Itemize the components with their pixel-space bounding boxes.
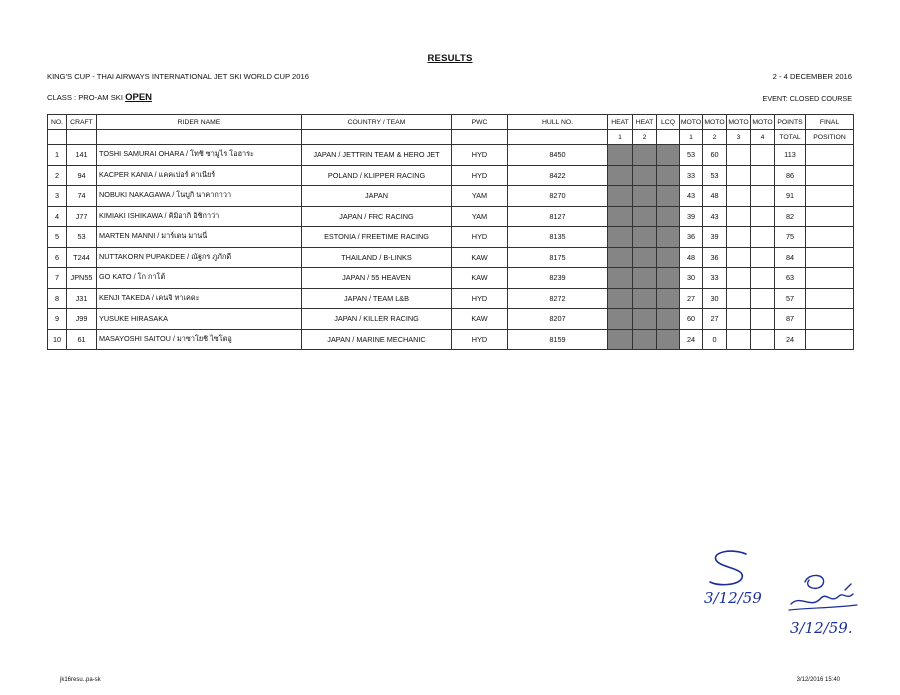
column-header: COUNTRY / TEAM (302, 115, 452, 130)
moto-4-score (751, 247, 775, 268)
event-dates: 2 - 4 DECEMBER 2016 (772, 72, 852, 81)
pwc-brand: YAM (452, 186, 508, 207)
row-number: 10 (48, 329, 67, 350)
row-number: 6 (48, 247, 67, 268)
final-position (806, 329, 854, 350)
row-number: 4 (48, 206, 67, 227)
pwc-brand: YAM (452, 206, 508, 227)
moto-1-score: 53 (680, 145, 703, 166)
column-header-sub: 1 (608, 130, 633, 145)
column-header: MOTO (727, 115, 751, 130)
moto-3-score (727, 247, 751, 268)
column-header: HULL NO. (508, 115, 608, 130)
column-header-sub (452, 130, 508, 145)
hull-number: 8175 (508, 247, 608, 268)
rider-name: YUSUKE HIRASAKA (97, 309, 302, 330)
heat-2-cell (633, 165, 657, 186)
column-header-sub: POSITION (806, 130, 854, 145)
column-header-sub (67, 130, 97, 145)
column-header-sub: 4 (751, 130, 775, 145)
craft-number: J99 (67, 309, 97, 330)
heat-2-cell (633, 309, 657, 330)
points-total: 86 (775, 165, 806, 186)
heat-1-cell (608, 309, 633, 330)
results-body (48, 115, 854, 350)
moto-1-score: 30 (680, 268, 703, 289)
moto-4-score (751, 165, 775, 186)
final-position (806, 268, 854, 289)
event-type: EVENT: CLOSED COURSE (762, 94, 852, 103)
event-title: KING'S CUP - THAI AIRWAYS INTERNATIONAL JET SKI WORLD CUP 2016 (47, 72, 309, 81)
rider-name: GO KATO / โก กาโต้ (97, 268, 302, 289)
moto-4-score (751, 227, 775, 248)
moto-1-score: 36 (680, 227, 703, 248)
heat-2-cell (633, 186, 657, 207)
points-total: 91 (775, 186, 806, 207)
results-table (47, 114, 854, 350)
column-header: RIDER NAME (97, 115, 302, 130)
column-header-sub: 2 (703, 130, 727, 145)
lcq-cell (657, 227, 680, 248)
points-total: 57 (775, 288, 806, 309)
heat-1-cell (608, 227, 633, 248)
heat-2-cell (633, 288, 657, 309)
moto-3-score (727, 309, 751, 330)
rider-name: NOBUKI NAKAGAWA / โนบูกิ นาคากาวา (97, 186, 302, 207)
rider-name: KACPER KANIA / แคคเปอร์ คาเนียร์ (97, 165, 302, 186)
points-total: 24 (775, 329, 806, 350)
moto-3-score (727, 329, 751, 350)
country-team: JAPAN / TEAM L&B (302, 288, 452, 309)
moto-3-score (727, 227, 751, 248)
moto-3-score (727, 186, 751, 207)
pwc-brand: KAW (452, 268, 508, 289)
points-total: 84 (775, 247, 806, 268)
lcq-cell (657, 268, 680, 289)
craft-number: J31 (67, 288, 97, 309)
moto-1-score: 48 (680, 247, 703, 268)
moto-4-score (751, 145, 775, 166)
moto-1-score: 39 (680, 206, 703, 227)
column-header: MOTO (703, 115, 727, 130)
hull-number: 8239 (508, 268, 608, 289)
rider-name: KENJI TAKEDA / เคนจิ ทาเคดะ (97, 288, 302, 309)
class-line (47, 92, 152, 103)
row-number: 2 (48, 165, 67, 186)
column-header-sub: 2 (633, 130, 657, 145)
craft-number: 94 (67, 165, 97, 186)
pwc-brand: KAW (452, 309, 508, 330)
pwc-brand: HYD (452, 227, 508, 248)
column-header-sub (302, 130, 452, 145)
moto-3-score (727, 206, 751, 227)
country-team: THAILAND / B-LINKS (302, 247, 452, 268)
hull-number: 8422 (508, 165, 608, 186)
signature-mark-left (702, 548, 766, 618)
final-position (806, 288, 854, 309)
craft-number: 141 (67, 145, 97, 166)
final-position (806, 247, 854, 268)
moto-3-score (727, 288, 751, 309)
table-row (48, 145, 854, 166)
country-team: ESTONIA / FREETIME RACING (302, 227, 452, 248)
class-prefix: CLASS : PRO-AM SKI (47, 93, 123, 102)
heat-1-cell (608, 268, 633, 289)
header-row-top (48, 115, 854, 130)
moto-2-score: 0 (703, 329, 727, 350)
heat-1-cell (608, 329, 633, 350)
moto-1-score: 43 (680, 186, 703, 207)
heat-1-cell (608, 145, 633, 166)
rider-name: TOSHI SAMURAI OHARA / โทชิ ซามูไร โอฮาระ (97, 145, 302, 166)
column-header-sub (97, 130, 302, 145)
rider-name: MARTEN MANNI / มาร์เตน มานนี่ (97, 227, 302, 248)
column-header: POINTS (775, 115, 806, 130)
column-header: LCQ (657, 115, 680, 130)
final-position (806, 186, 854, 207)
rider-name: MASAYOSHI SAITOU / มาซาโยชิ ไซโตอู (97, 329, 302, 350)
points-total: 113 (775, 145, 806, 166)
table-row (48, 227, 854, 248)
moto-1-score: 33 (680, 165, 703, 186)
moto-2-score: 27 (703, 309, 727, 330)
heat-1-cell (608, 247, 633, 268)
footer-file-name: jk16resu..pa-sk (60, 677, 101, 683)
moto-2-score: 43 (703, 206, 727, 227)
row-number: 3 (48, 186, 67, 207)
moto-4-score (751, 206, 775, 227)
heat-2-cell (633, 329, 657, 350)
lcq-cell (657, 329, 680, 350)
moto-3-score (727, 268, 751, 289)
points-total: 75 (775, 227, 806, 248)
column-header: PWC (452, 115, 508, 130)
table-row (48, 165, 854, 186)
column-header: FINAL (806, 115, 854, 130)
moto-1-score: 60 (680, 309, 703, 330)
rider-name: KIMIAKI ISHIKAWA / คิมิอากิ อิชิกาว่า (97, 206, 302, 227)
row-number: 8 (48, 288, 67, 309)
final-position (806, 145, 854, 166)
moto-2-score: 53 (703, 165, 727, 186)
hull-number: 8450 (508, 145, 608, 166)
country-team: JAPAN / KILLER RACING (302, 309, 452, 330)
heat-2-cell (633, 227, 657, 248)
craft-number: 61 (67, 329, 97, 350)
final-position (806, 206, 854, 227)
moto-1-score: 27 (680, 288, 703, 309)
final-position (806, 227, 854, 248)
points-total: 63 (775, 268, 806, 289)
class-name: OPEN (125, 92, 153, 103)
hull-number: 8159 (508, 329, 608, 350)
lcq-cell (657, 186, 680, 207)
heat-1-cell (608, 165, 633, 186)
footer-timestamp: 3/12/2016 15:40 (796, 677, 840, 683)
heat-2-cell (633, 268, 657, 289)
country-team: POLAND / KLIPPER RACING (302, 165, 452, 186)
signature-date-right: 3/12/59. (790, 619, 853, 637)
country-team: JAPAN / MARINE MECHANIC (302, 329, 452, 350)
hull-number: 8270 (508, 186, 608, 207)
pwc-brand: HYD (452, 145, 508, 166)
heat-1-cell (608, 186, 633, 207)
row-number: 5 (48, 227, 67, 248)
lcq-cell (657, 165, 680, 186)
lcq-cell (657, 288, 680, 309)
table-row (48, 206, 854, 227)
craft-number: T244 (67, 247, 97, 268)
header-row-bottom (48, 130, 854, 145)
heat-2-cell (633, 145, 657, 166)
column-header-sub: TOTAL (775, 130, 806, 145)
moto-2-score: 30 (703, 288, 727, 309)
hull-number: 8127 (508, 206, 608, 227)
lcq-cell (657, 247, 680, 268)
lcq-cell (657, 206, 680, 227)
country-team: JAPAN / FRC RACING (302, 206, 452, 227)
pwc-brand: HYD (452, 165, 508, 186)
table-row (48, 268, 854, 289)
craft-number: 74 (67, 186, 97, 207)
row-number: 9 (48, 309, 67, 330)
results-title: RESULTS (427, 53, 473, 64)
final-position (806, 309, 854, 330)
moto-4-score (751, 186, 775, 207)
table-row (48, 247, 854, 268)
row-number: 1 (48, 145, 67, 166)
column-header-sub: 3 (727, 130, 751, 145)
hull-number: 8207 (508, 309, 608, 330)
lcq-cell (657, 145, 680, 166)
pwc-brand: KAW (452, 247, 508, 268)
craft-number: JPN55 (67, 268, 97, 289)
craft-number: J77 (67, 206, 97, 227)
table-row (48, 186, 854, 207)
country-team: JAPAN / 55 HEAVEN (302, 268, 452, 289)
moto-2-score: 33 (703, 268, 727, 289)
country-team: JAPAN / JETTRIN TEAM & HERO JET (302, 145, 452, 166)
country-team: JAPAN (302, 186, 452, 207)
moto-4-score (751, 268, 775, 289)
moto-1-score: 24 (680, 329, 703, 350)
lcq-cell (657, 309, 680, 330)
column-header: CRAFT (67, 115, 97, 130)
moto-4-score (751, 288, 775, 309)
moto-3-score (727, 165, 751, 186)
table-row (48, 309, 854, 330)
signature-date-left: 3/12/59 (704, 589, 762, 607)
moto-2-score: 39 (703, 227, 727, 248)
column-header: MOTO (751, 115, 775, 130)
heat-1-cell (608, 288, 633, 309)
heat-1-cell (608, 206, 633, 227)
row-number: 7 (48, 268, 67, 289)
signature-mark-right (787, 570, 867, 616)
craft-number: 53 (67, 227, 97, 248)
hull-number: 8272 (508, 288, 608, 309)
column-header-sub (657, 130, 680, 145)
pwc-brand: HYD (452, 329, 508, 350)
rider-name: NUTTAKORN PUPAKDEE / ณัฐกร ภูภักดี (97, 247, 302, 268)
hull-number: 8135 (508, 227, 608, 248)
column-header-sub (48, 130, 67, 145)
heat-2-cell (633, 247, 657, 268)
heat-2-cell (633, 206, 657, 227)
table-row (48, 288, 854, 309)
moto-3-score (727, 145, 751, 166)
column-header-sub (508, 130, 608, 145)
column-header-sub: 1 (680, 130, 703, 145)
moto-4-score (751, 309, 775, 330)
column-header: NO. (48, 115, 67, 130)
moto-2-score: 36 (703, 247, 727, 268)
column-header: MOTO (680, 115, 703, 130)
moto-4-score (751, 329, 775, 350)
moto-2-score: 60 (703, 145, 727, 166)
column-header: HEAT (608, 115, 633, 130)
pwc-brand: HYD (452, 288, 508, 309)
points-total: 82 (775, 206, 806, 227)
final-position (806, 165, 854, 186)
points-total: 87 (775, 309, 806, 330)
table-row (48, 329, 854, 350)
column-header: HEAT (633, 115, 657, 130)
moto-2-score: 48 (703, 186, 727, 207)
